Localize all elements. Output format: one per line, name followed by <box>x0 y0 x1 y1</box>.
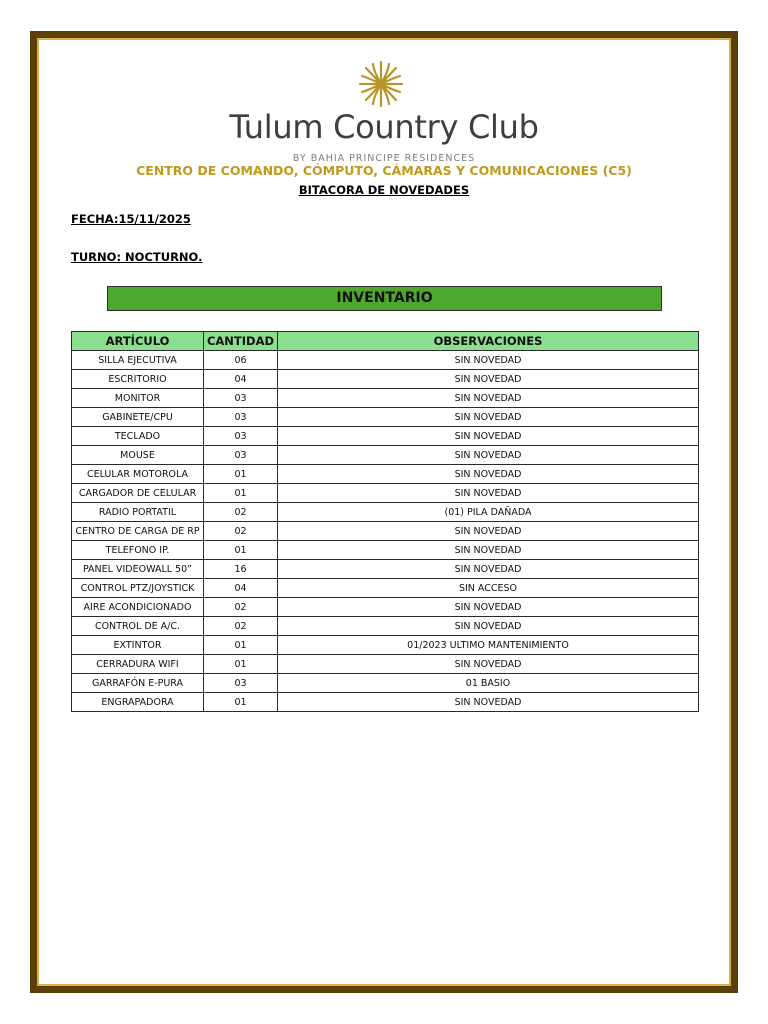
table-row <box>72 522 699 541</box>
cell-cantidad: 04 <box>204 370 278 389</box>
cell-cantidad: 01 <box>204 693 278 712</box>
cell-observaciones: SIN NOVEDAD <box>278 389 699 408</box>
golden-sun-logo-icon <box>354 58 408 110</box>
cell-observaciones: SIN NOVEDAD <box>278 655 699 674</box>
cell-articulo: SILLA EJECUTIVA <box>72 351 204 370</box>
cell-cantidad: 01 <box>204 465 278 484</box>
table-row <box>72 465 699 484</box>
cell-articulo: CONTROL DE A/C. <box>72 617 204 636</box>
inventory-table <box>71 331 699 712</box>
cell-observaciones: SIN NOVEDAD <box>278 408 699 427</box>
cell-observaciones: 01 BASIO <box>278 674 699 693</box>
cell-articulo: ENGRAPADORA <box>72 693 204 712</box>
table-row <box>72 370 699 389</box>
cell-observaciones: 01/2023 ULTIMO MANTENIMIENTO <box>278 636 699 655</box>
cell-observaciones: SIN NOVEDAD <box>278 446 699 465</box>
center-title: CENTRO DE COMANDO, CÓMPUTO, CÁMARAS Y COMUNICACIONES (C5) <box>136 163 632 178</box>
cell-articulo: GARRAFÓN E-PURA <box>72 674 204 693</box>
table-row <box>72 636 699 655</box>
report-title: BITACORA DE NOVEDADES <box>298 183 470 197</box>
cell-observaciones: SIN NOVEDAD <box>278 522 699 541</box>
table-row <box>72 541 699 560</box>
table-row <box>72 427 699 446</box>
cell-cantidad: 16 <box>204 560 278 579</box>
cell-articulo: GABINETE/CPU <box>72 408 204 427</box>
cell-observaciones: SIN NOVEDAD <box>278 541 699 560</box>
table-row <box>72 560 699 579</box>
cell-observaciones: SIN NOVEDAD <box>278 598 699 617</box>
cell-articulo: CARGADOR DE CELULAR <box>72 484 204 503</box>
cell-cantidad: 01 <box>204 636 278 655</box>
cell-cantidad: 04 <box>204 579 278 598</box>
cell-articulo: RADIO PORTATIL <box>72 503 204 522</box>
table-row <box>72 389 699 408</box>
cell-cantidad: 02 <box>204 503 278 522</box>
table-row <box>72 351 699 370</box>
table-row <box>72 446 699 465</box>
cell-observaciones: (01) PILA DAÑADA <box>278 503 699 522</box>
cell-articulo: EXTINTOR <box>72 636 204 655</box>
cell-cantidad: 03 <box>204 446 278 465</box>
cell-cantidad: 03 <box>204 389 278 408</box>
cell-articulo: MONITOR <box>72 389 204 408</box>
brand-name: Tulum Country Club <box>229 108 539 146</box>
column-header-observaciones: OBSERVACIONES <box>278 332 699 351</box>
cell-observaciones: SIN NOVEDAD <box>278 465 699 484</box>
cell-articulo: CELULAR MOTOROLA <box>72 465 204 484</box>
cell-articulo: ESCRITORIO <box>72 370 204 389</box>
cell-articulo: CENTRO DE CARGA DE RP <box>72 522 204 541</box>
table-row <box>72 503 699 522</box>
report-date: FECHA:15/11/2025 <box>71 212 191 226</box>
cell-cantidad: 03 <box>204 674 278 693</box>
cell-observaciones: SIN NOVEDAD <box>278 351 699 370</box>
cell-articulo: CONTROL PTZ/JOYSTICK <box>72 579 204 598</box>
cell-observaciones: SIN ACCESO <box>278 579 699 598</box>
column-header-articulo: ARTÍCULO <box>72 332 204 351</box>
table-row <box>72 655 699 674</box>
cell-cantidad: 02 <box>204 598 278 617</box>
cell-cantidad: 01 <box>204 484 278 503</box>
table-row <box>72 484 699 503</box>
cell-cantidad: 02 <box>204 617 278 636</box>
cell-articulo: TECLADO <box>72 427 204 446</box>
cell-articulo: AIRE ACONDICIONADO <box>72 598 204 617</box>
cell-observaciones: SIN NOVEDAD <box>278 560 699 579</box>
table-row <box>72 617 699 636</box>
brand-subtitle: BY BAHIA PRINCIPE RESIDENCES <box>292 153 476 164</box>
cell-cantidad: 01 <box>204 541 278 560</box>
table-row <box>72 598 699 617</box>
cell-observaciones: SIN NOVEDAD <box>278 484 699 503</box>
cell-articulo: TELEFONO IP. <box>72 541 204 560</box>
cell-cantidad: 03 <box>204 408 278 427</box>
inventory-section-title: INVENTARIO <box>107 286 662 311</box>
cell-observaciones: SIN NOVEDAD <box>278 617 699 636</box>
table-row <box>72 408 699 427</box>
cell-articulo: CERRADURA WIFI <box>72 655 204 674</box>
cell-observaciones: SIN NOVEDAD <box>278 693 699 712</box>
cell-articulo: PANEL VIDEOWALL 50” <box>72 560 204 579</box>
cell-cantidad: 03 <box>204 427 278 446</box>
cell-cantidad: 02 <box>204 522 278 541</box>
cell-articulo: MOUSE <box>72 446 204 465</box>
cell-observaciones: SIN NOVEDAD <box>278 427 699 446</box>
table-row <box>72 674 699 693</box>
table-row <box>72 693 699 712</box>
report-shift: TURNO: NOCTURNO. <box>71 250 203 264</box>
table-header-row <box>72 332 699 351</box>
table-row <box>72 579 699 598</box>
cell-cantidad: 01 <box>204 655 278 674</box>
cell-observaciones: SIN NOVEDAD <box>278 370 699 389</box>
column-header-cantidad: CANTIDAD <box>204 332 278 351</box>
cell-cantidad: 06 <box>204 351 278 370</box>
